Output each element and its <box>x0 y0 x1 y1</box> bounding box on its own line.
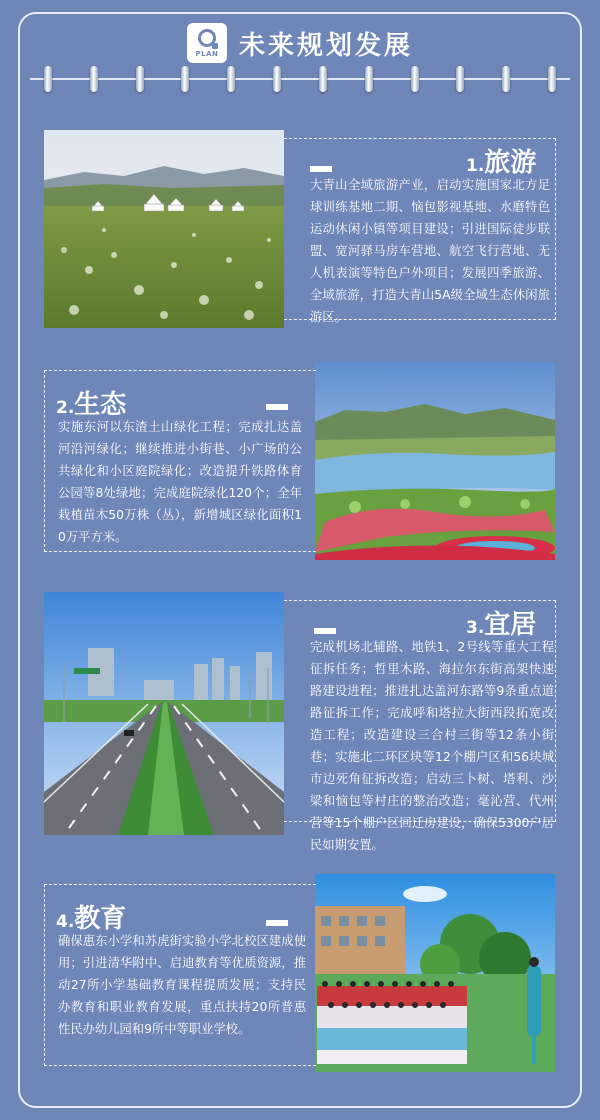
highway-photo <box>44 592 284 835</box>
accent-bar <box>310 166 332 172</box>
section-description: 大青山全域旅游产业，启动实施国家北方足球训练基地二期、恼包影视基地、水磨特色运动休闲小镇等项目建设；引进国际徒步联盟、宽河驿马房车营地、航空飞行营地、无人机表演等特色户外项目；发展四季旅游、全域旅游，打造大青山5A级全域生态休闲旅游区。 <box>310 178 550 324</box>
binder-ring <box>502 66 510 92</box>
binder-rings <box>44 64 556 94</box>
section-number: 2. <box>56 398 75 418</box>
plan-logo-icon <box>187 23 227 63</box>
section-name: 生态 <box>74 390 127 420</box>
accent-bar <box>314 628 336 634</box>
section-description: 完成机场北辅路、地铁1、2号线等重大工程征拆任务；哲里木路、海拉尔东街高架快速路建设进程；推进扎达盖河东路等9条重点道路征拆工作；完成呼和塔拉大街西段拓宽改造工程；改造建设三合村三街等12条小街巷；实施北二环区块等12个棚户区和56块城市边死角征拆改造；启动三卜树、塔利、沙梁和恼包等村庄的整治改造；毫沁营、代州营等15个棚户区回迁房建设，确保5300户居民如期安置。 <box>310 640 554 852</box>
binder-ring <box>319 66 327 92</box>
binder-ring <box>456 66 464 92</box>
section-number: 4. <box>56 912 75 932</box>
binder-ring <box>90 66 98 92</box>
accent-bar <box>266 920 288 926</box>
section-name: 教育 <box>74 904 127 934</box>
binder-ring <box>227 66 235 92</box>
section-description: 实施东河以东渣土山绿化工程；完成扎达盖河沿河绿化；继续推进小街巷、小广场的公共绿化和小区庭院绿化；改造提升铁路体育公园等8处绿地；完成庭院绿化120个；全年栽植苗木50万株（丛），新增城区绿化面积10万平方米。 <box>58 420 302 544</box>
binder-ring <box>136 66 144 92</box>
plan-logo-text: PLAN <box>195 49 219 58</box>
section-description: 确保惠东小学和苏虎街实验小学北校区建成使用；引进清华附中、启迪教育等优质资源，推动27所小学基础教育课程提质发展；支持民办教育和职业教育发展，重点扶持20所普惠性民办幼儿园和9所中等职业学校。 <box>58 934 306 1036</box>
binder-ring <box>548 66 556 92</box>
binder-ring <box>181 66 189 92</box>
school-students-photo <box>315 874 555 1072</box>
section-name: 旅游 <box>484 148 537 178</box>
binder-ring <box>44 66 52 92</box>
grassland-yurts-photo <box>44 130 284 328</box>
section-name: 宜居 <box>484 610 537 640</box>
page-title: 未来规划发展 <box>238 30 413 61</box>
river-park-photo <box>315 362 555 560</box>
binder-ring <box>273 66 281 92</box>
binder-ring <box>411 66 419 92</box>
accent-bar <box>266 404 288 410</box>
section-number: 3. <box>466 618 485 638</box>
binder-ring <box>365 66 373 92</box>
section-number: 1. <box>466 156 485 176</box>
